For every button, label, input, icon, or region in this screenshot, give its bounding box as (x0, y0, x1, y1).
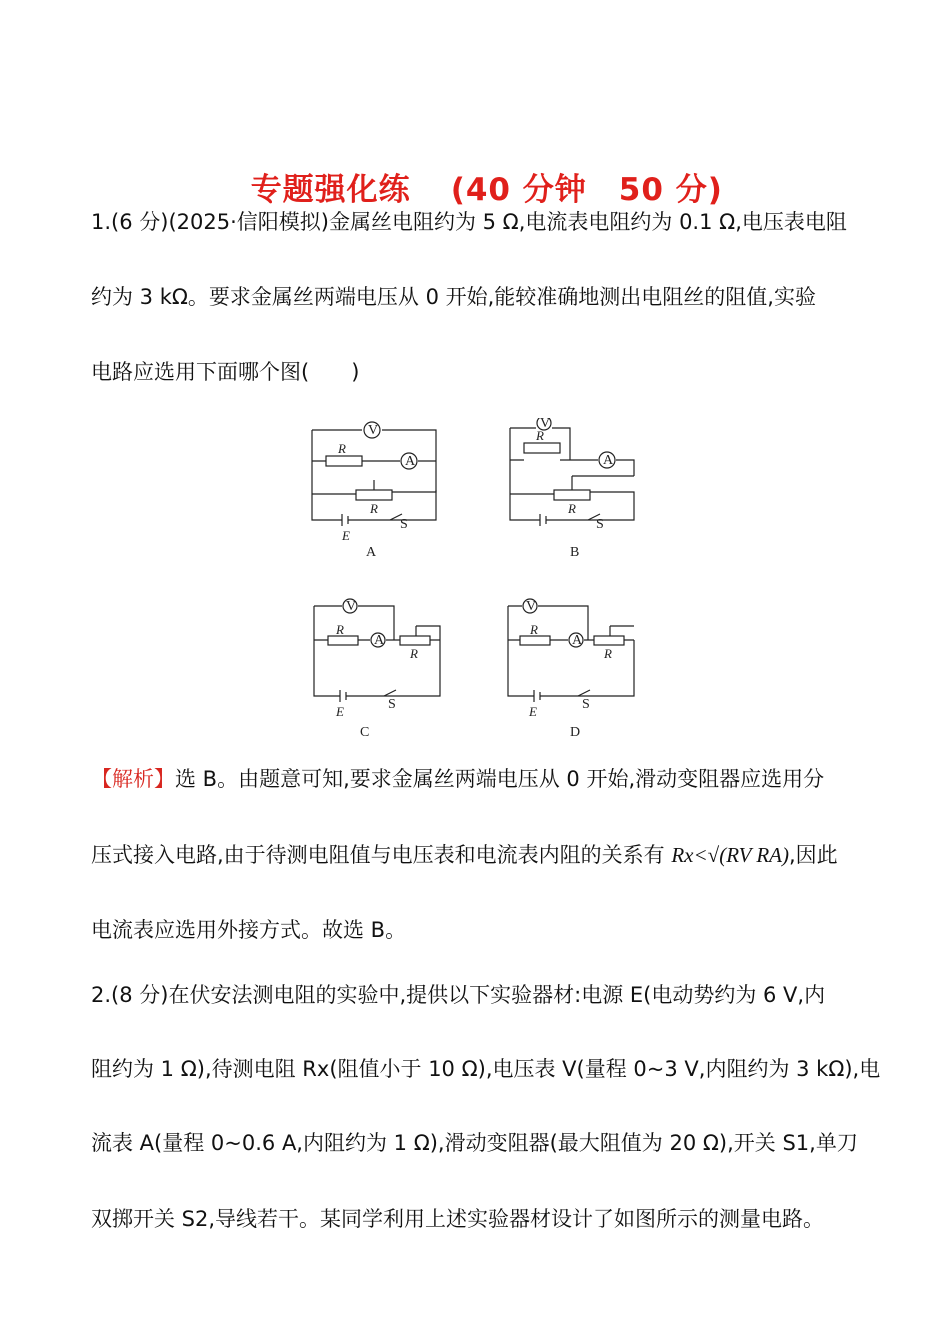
voltmeter-label-d: V (526, 599, 537, 614)
analysis-line-1 (91, 764, 861, 794)
e-label-c: E (336, 704, 344, 719)
q1-line-2: 约为 3 kΩ。要求金属丝两端电压从 0 开始,能较准确地测出电阻丝的阻值,实验 (91, 285, 816, 309)
title-paren: (40 分钟 50 分) (450, 172, 723, 208)
rx-label-a: R (338, 441, 346, 456)
caption-a: A (366, 545, 377, 560)
voltmeter-label-c: V (346, 599, 357, 614)
q1-line-3: 电路应选用下面哪个图( ) (91, 360, 360, 384)
rx-label-c: R (336, 622, 344, 637)
ammeter-label-b: A (603, 453, 614, 468)
r-label-b: R (568, 501, 576, 516)
caption-b: B (570, 545, 580, 560)
analysis-tag: 【解析】 (91, 767, 175, 791)
voltmeter-label-a: V (368, 423, 379, 438)
ammeter-label-a: A (405, 454, 416, 469)
analysis-line-2 (91, 840, 861, 870)
circuit-d (508, 599, 634, 702)
r-label-d: R (604, 646, 612, 661)
s-label-d: S (582, 697, 590, 712)
s-label-a: S (400, 517, 408, 532)
circuit-c (314, 599, 440, 702)
rx-label-d: R (530, 622, 538, 637)
q1-line-1: 1.(6 分)(2025·信阳模拟)金属丝电阻约为 5 Ω,电流表电阻约为 0.1 Ω,电压表电阻 (91, 210, 847, 234)
q2-line-3: 流表 A(量程 0~0.6 A,内阻约为 1 Ω),滑动变阻器(最大阻值为 20 Ω),开关 S1,单刀 (91, 1131, 858, 1155)
r-label-a: R (370, 501, 378, 516)
q2-line-4: 双掷开关 S2,导线若干。某同学利用上述实验器材设计了如图所示的测量电路。 (91, 1207, 825, 1231)
analysis-text-1: 选 B。由题意可知,要求金属丝两端电压从 0 开始,滑动变阻器应选用分 (175, 767, 825, 791)
rx-label-b: R (536, 428, 544, 443)
q2-line-1: 2.(8 分)在伏安法测电阻的实验中,提供以下实验器材:电源 E(电动势约为 6 V,内 (91, 983, 826, 1007)
e-label-a: E (342, 528, 350, 543)
e-label-d: E (529, 704, 537, 719)
s-label-b: S (596, 517, 604, 532)
caption-d: D (570, 725, 581, 740)
ammeter-label-c: A (374, 633, 385, 648)
analysis-text-2: 压式接入电路,由于待测电阻值与电压表和电流表内阻的关系有 (91, 843, 672, 867)
voltmeter-label-b: V (540, 418, 551, 431)
caption-c: C (360, 725, 370, 740)
s-label-c: S (388, 697, 396, 712)
r-label-c: R (410, 646, 418, 661)
q2-line-2: 阻约为 1 Ω),待测电阻 Rx(阻值小于 10 Ω),电压表 V(量程 0~3 V,内阻约为 3 kΩ),电 (91, 1057, 881, 1081)
analysis-line-3: 电流表应选用外接方式。故选 B。 (91, 918, 407, 942)
analysis-formula: Rx<√(RV RA) (671, 843, 789, 867)
circuit-figure (300, 418, 660, 748)
analysis-text-2-post: ,因此 (789, 843, 838, 867)
title-main: 专题强化练 (250, 172, 411, 208)
ammeter-label-d: A (572, 633, 583, 648)
page-title (0, 128, 950, 209)
